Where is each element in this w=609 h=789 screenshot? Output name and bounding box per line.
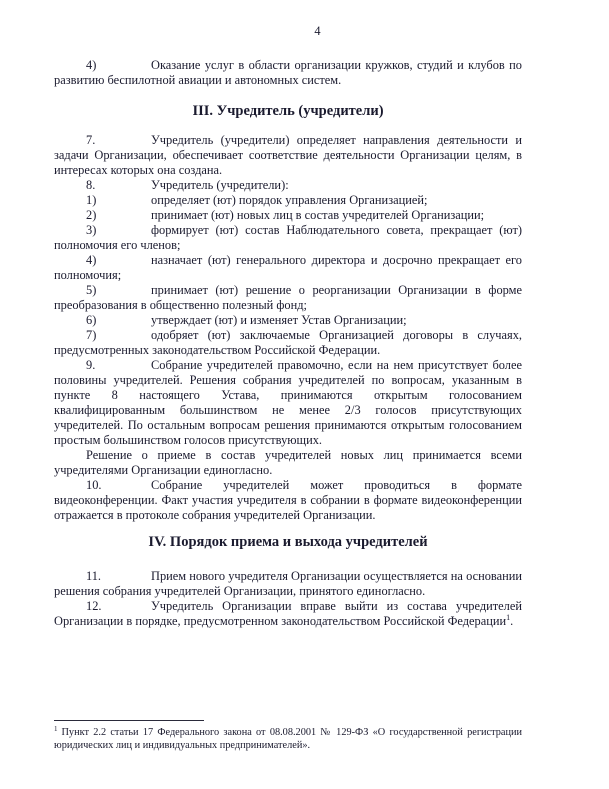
footnote-reference-marker: 1 xyxy=(506,612,511,622)
paragraph-11 xyxy=(54,569,522,599)
paragraph-7 xyxy=(54,133,522,178)
page-number: 4 xyxy=(314,24,321,38)
list-item-3 xyxy=(54,223,522,253)
paragraph-text: Оказание услуг в области организации кружков, студий и клубов по развитию беспилотной авиации и автономных систем. xyxy=(54,58,522,87)
list-item-number: 5) xyxy=(86,283,97,297)
list-item-6 xyxy=(54,313,522,328)
paragraph-text-tail: . xyxy=(510,614,514,628)
footnote-marker: 1 xyxy=(54,724,58,733)
paragraph-number: 9. xyxy=(86,358,96,372)
list-item-text: принимает (ют) новых лиц в состав учредителей Организации; xyxy=(151,208,485,222)
paragraph-number: 8. xyxy=(86,178,96,192)
list-item-number: 7) xyxy=(86,328,97,342)
list-item-number: 1) xyxy=(86,193,97,207)
paragraph-10 xyxy=(54,478,522,523)
paragraph-number: 10. xyxy=(86,478,102,492)
list-item-text: определяет (ют) порядок управления Организацией; xyxy=(151,193,428,207)
paragraph-text: Учредитель (учредители): xyxy=(151,178,289,192)
paragraph-text: Учредитель (учредители) определяет направления деятельности и задачи Организации, обеспечивает соответствие деятельности Организации целям, в интересах которых она создана. xyxy=(54,133,522,177)
list-item-number: 3) xyxy=(86,223,97,237)
paragraph-text: Прием нового учредителя Организации осуществляется на основании решения собрания учредителей Организации, принятого единогласно. xyxy=(54,569,522,598)
paragraph-text: Собрание учредителей может проводиться в формате видеоконференции. Факт участия учредителя в собрании в формате видеоконференции отражается в протоколе собрания учредителей Организации. xyxy=(54,478,522,522)
list-item-1 xyxy=(54,193,522,208)
list-item-number: 2) xyxy=(86,208,97,222)
paragraph-number: 7. xyxy=(86,133,96,147)
footnote-area xyxy=(54,720,522,753)
footnote-separator-line xyxy=(54,720,204,721)
footnote-text: Пункт 2.2 статьи 17 Федерального закона от 08.08.2001 № 129-ФЗ «О государственной регистрации юридических лиц и индивидуальных предпринимателей». xyxy=(54,727,522,751)
paragraph-number: 4) xyxy=(86,58,97,72)
list-item-number: 6) xyxy=(86,313,97,327)
paragraph-text: Собрание учредителей правомочно, если на нем присутствует более половины учредителей. Решения собрания учредителей по вопросам, указанным в пункте 8 настоящего Устава, принимаются открытым голосованием квалифицированным большинством не менее 2/3 голосов присутствующих учредителей. По остальным вопросам решения принимаются открытым голосованием простым большинством голосов присутствующих. xyxy=(54,358,522,447)
paragraph-number: 12. xyxy=(86,599,102,613)
list-item-text: утверждает (ют) и изменяет Устав Организации; xyxy=(151,313,407,327)
list-item-text: одобряет (ют) заключаемые Организацией договоры в случаях, предусмотренных законодательством Российской Федерации. xyxy=(54,328,522,357)
list-item-number: 4) xyxy=(86,253,97,267)
list-item-text: принимает (ют) решение о реорганизации Организации в форме преобразования в общественно полезный фонд; xyxy=(54,283,522,312)
paragraph-text: Учредитель Организации вправе выйти из состава учредителей Организации в порядке, предусмотренном законодательством Российской Федерации xyxy=(54,599,522,628)
section-heading-3: III. Учредитель (учредители) xyxy=(192,103,384,119)
list-item-7 xyxy=(54,328,522,358)
paragraph-8 xyxy=(54,178,522,193)
paragraph-9 xyxy=(54,358,522,448)
footnote-text-block xyxy=(54,724,522,753)
paragraph-number: 11. xyxy=(86,569,102,583)
list-item-text: формирует (ют) состав Наблюдательного совета, прекращает (ют) полномочия его членов; xyxy=(54,223,522,252)
list-item-2 xyxy=(54,208,522,223)
list-item-5 xyxy=(54,283,522,313)
paragraph-item-4-intro xyxy=(54,58,522,88)
paragraph-12 xyxy=(54,599,522,629)
list-item-4 xyxy=(54,253,522,283)
paragraph-text: Решение о приеме в состав учредителей новых лиц принимается всеми учредителями Организации единогласно. xyxy=(54,448,522,477)
paragraph-resolution xyxy=(54,448,522,478)
list-item-text: назначает (ют) генерального директора и досрочно прекращает его полномочия; xyxy=(54,253,522,282)
section-heading-4: IV. Порядок приема и выхода учредителей xyxy=(148,534,428,550)
